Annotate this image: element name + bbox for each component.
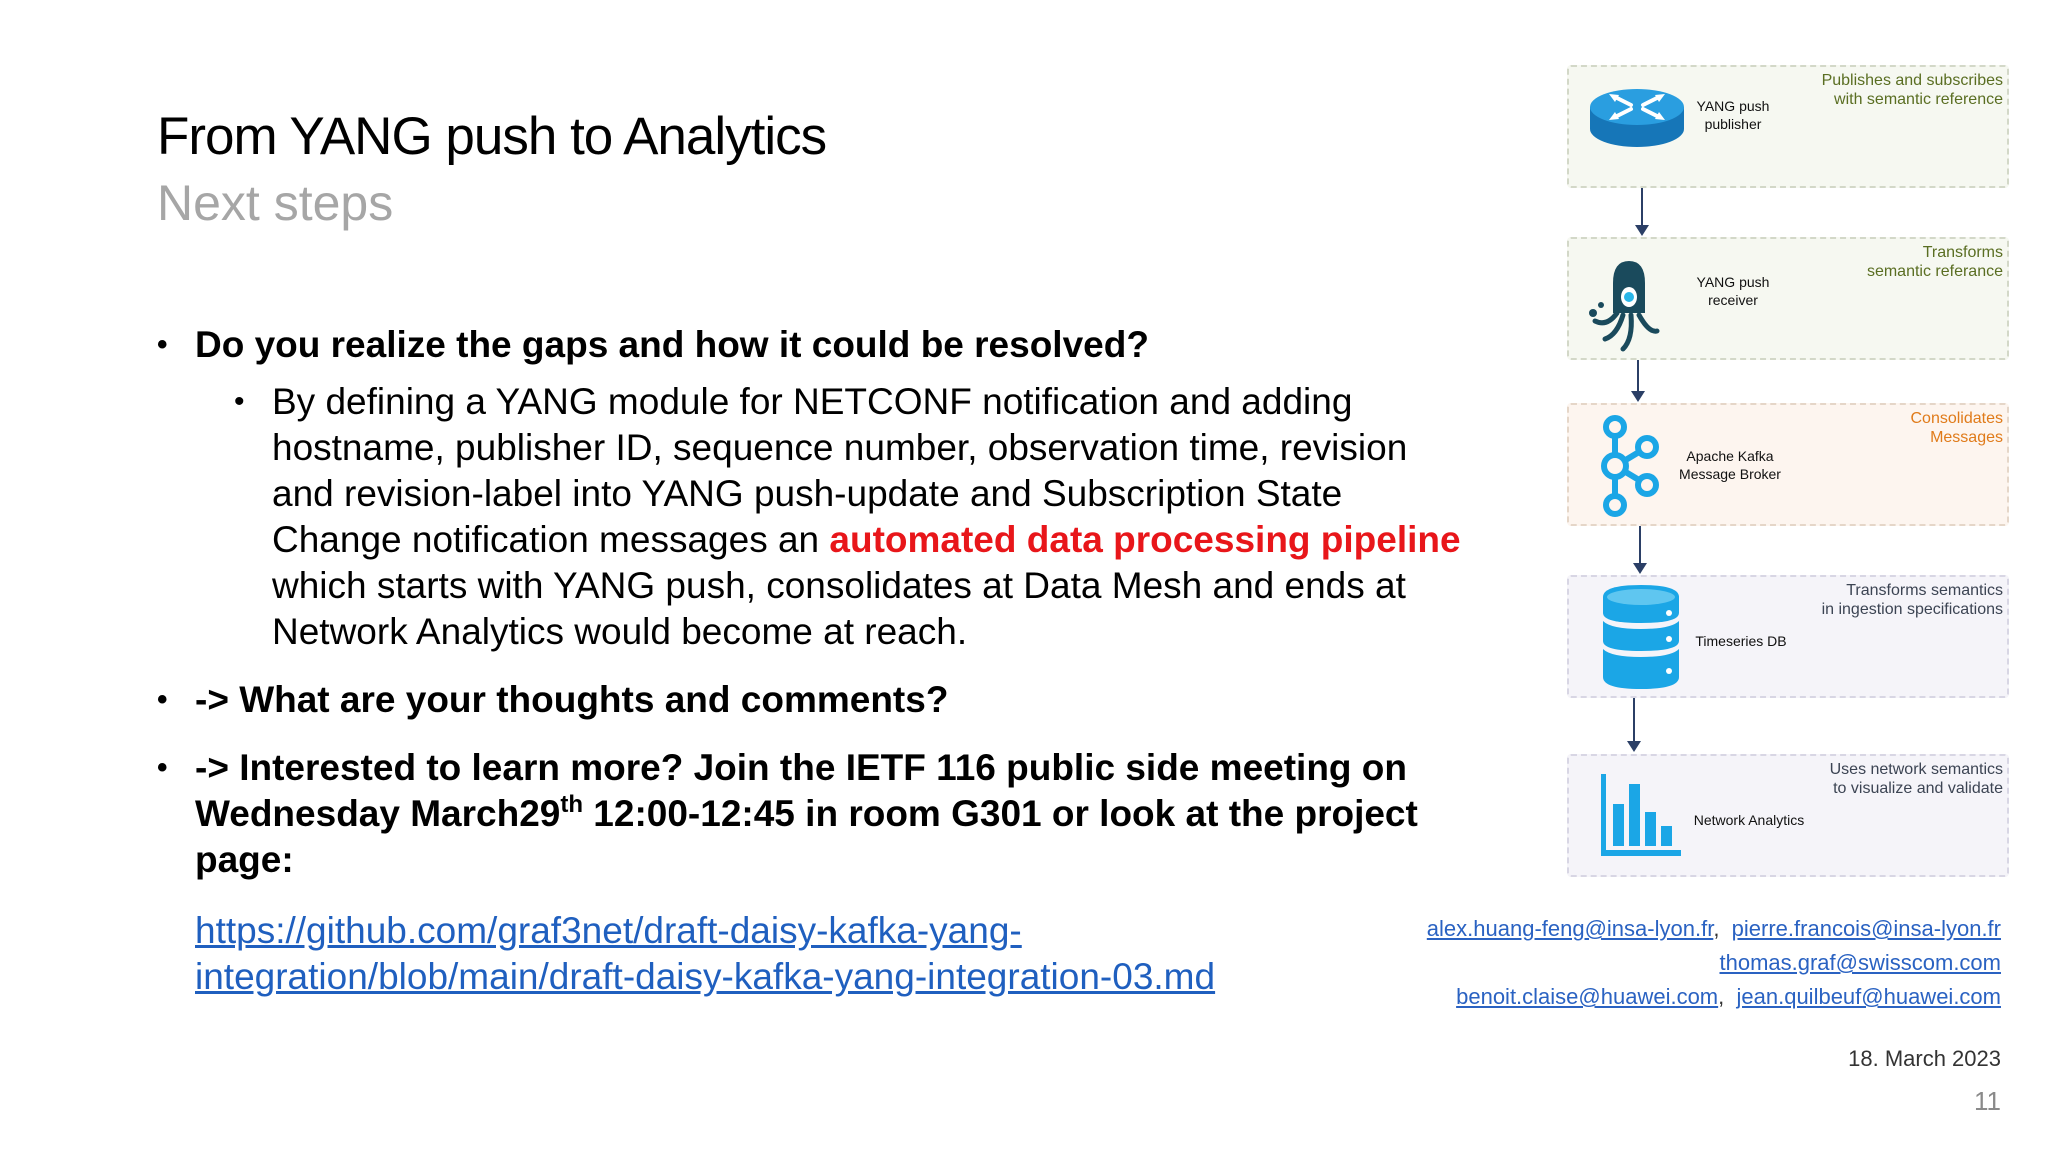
bullet-text: -> What are your thoughts and comments? bbox=[195, 679, 949, 720]
stage-note-line: in ingestion specifications bbox=[1821, 601, 2003, 618]
stage-label-line: YANG push bbox=[1696, 98, 1770, 114]
bullet-side-meeting bbox=[157, 745, 1515, 883]
kafka-icon bbox=[1595, 413, 1665, 519]
sub-bullet-yang-module bbox=[234, 379, 1512, 655]
sub-bullet-line: which starts with YANG push, consolidates at Data Mesh and ends at bbox=[272, 565, 1406, 606]
slide-subtitle: Next steps bbox=[157, 175, 394, 231]
stage-label bbox=[1691, 632, 1791, 650]
stage-note bbox=[1830, 760, 2003, 798]
page-number: 11 bbox=[1974, 1086, 2001, 1116]
flow-arrow bbox=[1641, 188, 1643, 234]
stage-note-line: to visualize and validate bbox=[1833, 780, 2003, 797]
stage-label-line: Network Analytics bbox=[1693, 812, 1805, 828]
slide-date: 18. March 2023 bbox=[1848, 1046, 2001, 1071]
bullet-dot: • bbox=[157, 328, 168, 361]
stage-label bbox=[1693, 97, 1773, 133]
bullet-line: -> Interested to learn more? Join the IETF 116 public side meeting on bbox=[195, 747, 1408, 788]
stage-note-line: Consolidates bbox=[1910, 410, 2003, 427]
sub-bullet-line-text: Change notification messages an bbox=[272, 519, 830, 560]
email-row bbox=[1427, 946, 2001, 980]
ordinal-suffix: th bbox=[560, 791, 584, 818]
stage-note bbox=[1822, 581, 2003, 619]
pipeline-stage-receiver bbox=[1567, 237, 2009, 360]
bullet-line bbox=[195, 791, 1515, 837]
bullet-thoughts bbox=[157, 677, 949, 723]
bullet-text: Do you realize the gaps and how it could be resolved? bbox=[195, 324, 1149, 365]
stage-label bbox=[1689, 811, 1809, 829]
email-link[interactable]: pierre.francois@insa-lyon.fr bbox=[1731, 916, 2001, 941]
project-link-line[interactable]: integration/blob/main/draft-daisy-kafka-yang-integration-03.md bbox=[195, 956, 1216, 997]
bullet-dot: • bbox=[234, 385, 245, 418]
sub-bullet-line: and revision-label into YANG push-update and Subscription State bbox=[272, 473, 1343, 514]
sub-bullet-line bbox=[272, 517, 1512, 563]
stage-label-line: Timeseries DB bbox=[1695, 633, 1787, 649]
email-link[interactable]: alex.huang-feng@insa-lyon.fr bbox=[1426, 916, 1714, 941]
pipeline-stage-kafka bbox=[1567, 403, 2009, 526]
bullet-dot: • bbox=[157, 751, 168, 784]
stage-label-line: publisher bbox=[1704, 116, 1762, 132]
stage-note-line: Transforms bbox=[1922, 244, 2003, 261]
pipeline-stage-timeseries-db bbox=[1567, 575, 2009, 698]
router-icon bbox=[1587, 85, 1687, 149]
bullet-line: page: bbox=[195, 839, 294, 880]
stage-label bbox=[1675, 447, 1785, 483]
flow-arrow bbox=[1637, 360, 1639, 400]
stage-note bbox=[1822, 71, 2003, 109]
author-emails bbox=[1427, 912, 2001, 1014]
pipeline-stage-network-analytics bbox=[1567, 754, 2009, 877]
project-link-line[interactable]: https://github.com/graf3net/draft-daisy-kafka-yang- bbox=[195, 910, 1022, 951]
project-link[interactable] bbox=[195, 908, 1215, 1000]
database-icon bbox=[1601, 583, 1681, 691]
stage-note bbox=[1867, 243, 2003, 281]
separator: , bbox=[1713, 916, 1720, 941]
pipeline-stage-publisher bbox=[1567, 65, 2009, 188]
sub-bullet-line: By defining a YANG module for NETCONF notification and adding bbox=[272, 381, 1353, 422]
bullet-gaps-question bbox=[157, 322, 1475, 368]
sub-bullet-line: hostname, publisher ID, sequence number, observation time, revision bbox=[272, 427, 1408, 468]
meeting-date-text: Wednesday March29 bbox=[195, 793, 561, 834]
stage-note-line: Publishes and subscribes bbox=[1821, 72, 2003, 89]
stage-note-line: Uses network semantics bbox=[1829, 761, 2003, 778]
separator: , bbox=[1718, 984, 1725, 1009]
stage-note-line: semantic referance bbox=[1866, 263, 2003, 280]
highlight-pipeline-text: automated data processing pipeline bbox=[829, 519, 1461, 560]
sub-bullet-line: Network Analytics would become at reach. bbox=[272, 611, 968, 652]
bar-chart-icon bbox=[1599, 774, 1681, 856]
stage-label-line: receiver bbox=[1708, 292, 1758, 308]
octopus-icon bbox=[1587, 253, 1663, 357]
stage-label-line: Message Broker bbox=[1679, 466, 1781, 482]
slide-title: From YANG push to Analytics bbox=[157, 107, 827, 166]
stage-note-line: Messages bbox=[1930, 429, 2003, 446]
email-row bbox=[1427, 980, 2001, 1014]
email-link[interactable]: thomas.graf@swisscom.com bbox=[1719, 950, 2001, 975]
stage-label bbox=[1693, 273, 1773, 309]
stage-label-line: Apache Kafka bbox=[1686, 448, 1774, 464]
email-row bbox=[1427, 912, 2001, 946]
email-link[interactable]: jean.quilbeuf@huawei.com bbox=[1736, 984, 2001, 1009]
meeting-time-text: 12:00-12:45 in room G301 or look at the project bbox=[583, 793, 1418, 834]
stage-note-line: Transforms semantics bbox=[1846, 582, 2003, 599]
stage-note bbox=[1911, 409, 2004, 447]
email-link[interactable]: benoit.claise@huawei.com bbox=[1456, 984, 1719, 1009]
flow-arrow bbox=[1633, 698, 1635, 750]
bullet-dot: • bbox=[157, 683, 168, 716]
flow-arrow bbox=[1639, 526, 1641, 572]
stage-note-line: with semantic reference bbox=[1834, 91, 2003, 108]
stage-label-line: YANG push bbox=[1696, 274, 1770, 290]
